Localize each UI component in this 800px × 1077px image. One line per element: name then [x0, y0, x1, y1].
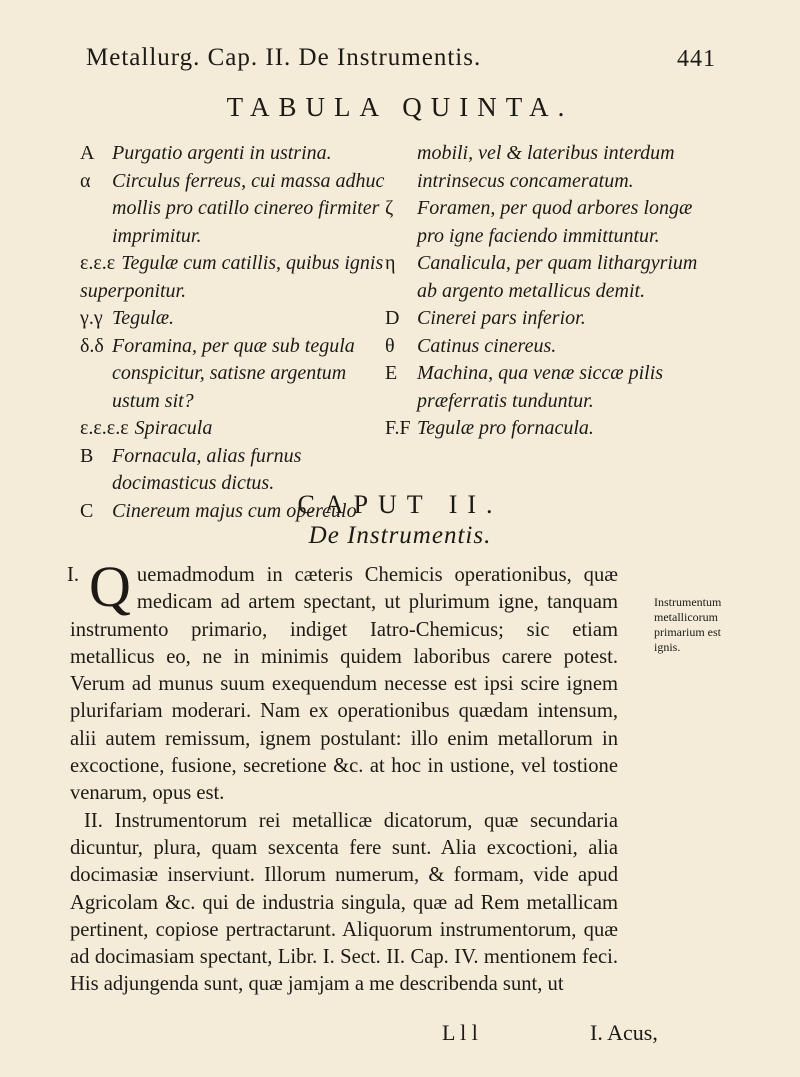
- paragraph-text: II. Instrumentorum rei metallicæ dicatorum, quæ secundaria dicuntur, plura, quam sexcenta fere sunt. Alia excoctioni, alia docimasiæ inserviunt. Illorum numerum, & formam, vide apud Agricolam &c. qui de industria singula, quæ ad Rem metallicam pertinent, copiose pertractarunt. Aliquorum instrumentorum, quæ ad docimasiam spectant, Libr. I. Sect. II. Cap. IV. mentionem feci. His adjungenda sunt, quæ jamjam a me describenda sunt, ut: [70, 809, 618, 996]
- legend-text: Circulus ferreus, cui massa adhuc mollis pro catillo cinereo firmiter imprimitur.: [112, 169, 385, 247]
- paragraph-1: [67, 554, 618, 808]
- legend-text: Cinerei pars inferior.: [417, 307, 586, 329]
- legend-item: [385, 360, 705, 415]
- chapter-heading: CAPUT II.: [297, 490, 503, 519]
- chapter-subtitle: De Instrumentis.: [308, 522, 492, 549]
- legend-key: α: [80, 169, 91, 192]
- paragraph-number: I.: [67, 564, 80, 586]
- legend-item: [80, 140, 390, 168]
- paragraph-2: [70, 808, 618, 999]
- legend-item: [80, 250, 390, 305]
- drop-cap: Q: [89, 554, 131, 619]
- legend-item: [80, 415, 390, 443]
- legend-item: [385, 195, 705, 250]
- legend-text: Tegulæ pro fornacula.: [417, 417, 594, 439]
- legend-key: η: [385, 252, 396, 274]
- main-text: [67, 554, 618, 999]
- catchword: I. Acus,: [590, 1020, 658, 1045]
- legend-item: [385, 140, 705, 195]
- legend-text: Canalicula, per quam lithargyrium ab argento metallicus demit.: [417, 252, 698, 302]
- legend-text: Tegulæ cum catillis, quibus ignis superponitur.: [80, 252, 384, 302]
- legend-text: Purgatio argenti in ustrina.: [112, 142, 332, 164]
- signature-mark: L l l: [442, 1020, 478, 1045]
- legend-text: Foramina, per quæ sub tegula conspicitur, satisne argentum ustum sit?: [112, 334, 355, 412]
- legend-key: ε.ε.ε.ε: [80, 417, 129, 439]
- running-title: Metallurg. Cap. II. De Instrumentis.: [86, 44, 482, 71]
- legend-text: Cinereum majus cum operculo: [112, 499, 357, 522]
- paragraph-text: uemadmodum in cæteris Chemicis operationibus, quæ medicam ad artem spectant, ut plurimum igne, tanquam instrumento primario, indiget Iatro-Chemicus; sic etiam metallicus eo, ne in minimis quidem laboribus carere potest. Verum ad munus suum exequendum necesse est ipsi scire ignem plurifariam moderari. Nam ex operationibus quædam intensum, alii autem remissum, ignem postulant: illo enim metallorum in excoctione, fusione, secretione &c. at hoc in ustione, vel tostione venarum, opus est.: [70, 564, 618, 805]
- legend-item: [385, 250, 705, 305]
- legend-left-column: [80, 140, 390, 525]
- table-title: TABULA QUINTA.: [226, 92, 574, 122]
- margin-note: Instrumentum metallicorum primarium est ignis.: [654, 595, 722, 654]
- legend-item: [385, 415, 705, 443]
- legend-item: [80, 168, 390, 251]
- legend-item: [385, 333, 705, 361]
- legend-item: [80, 305, 390, 333]
- legend-key: D: [385, 307, 400, 329]
- legend-text: mobili, vel & lateribus interdum intrinsecus concameratum.: [417, 142, 675, 192]
- legend-text: Machina, qua venæ siccæ pilis præferratis tunduntur.: [417, 362, 664, 412]
- running-header: [86, 44, 716, 72]
- legend-right-column: [385, 140, 705, 443]
- legend-key: δ.δ: [80, 334, 104, 357]
- legend-item: [385, 305, 705, 333]
- legend-item: [80, 333, 390, 416]
- legend-key: ζ: [385, 197, 394, 219]
- legend-key: C: [80, 499, 94, 522]
- legend-key: F.F: [385, 417, 411, 439]
- legend-key: θ: [385, 334, 395, 357]
- legend-key: A: [80, 142, 95, 164]
- legend-key: γ.γ: [80, 307, 103, 329]
- legend-key: ε.ε.ε: [80, 252, 116, 274]
- legend-text: Spiracula: [134, 417, 213, 439]
- page-number: 441: [677, 46, 716, 72]
- legend-text: Foramen, per quod arbores longæ pro igne faciendo immittuntur.: [417, 197, 693, 247]
- legend-text: Fornacula, alias furnus docimasticus dictus.: [112, 444, 302, 494]
- legend-key: E: [385, 362, 398, 384]
- legend-text: Catinus cinereus.: [417, 334, 557, 357]
- legend-key: B: [80, 444, 94, 467]
- legend-text: Tegulæ.: [112, 307, 175, 329]
